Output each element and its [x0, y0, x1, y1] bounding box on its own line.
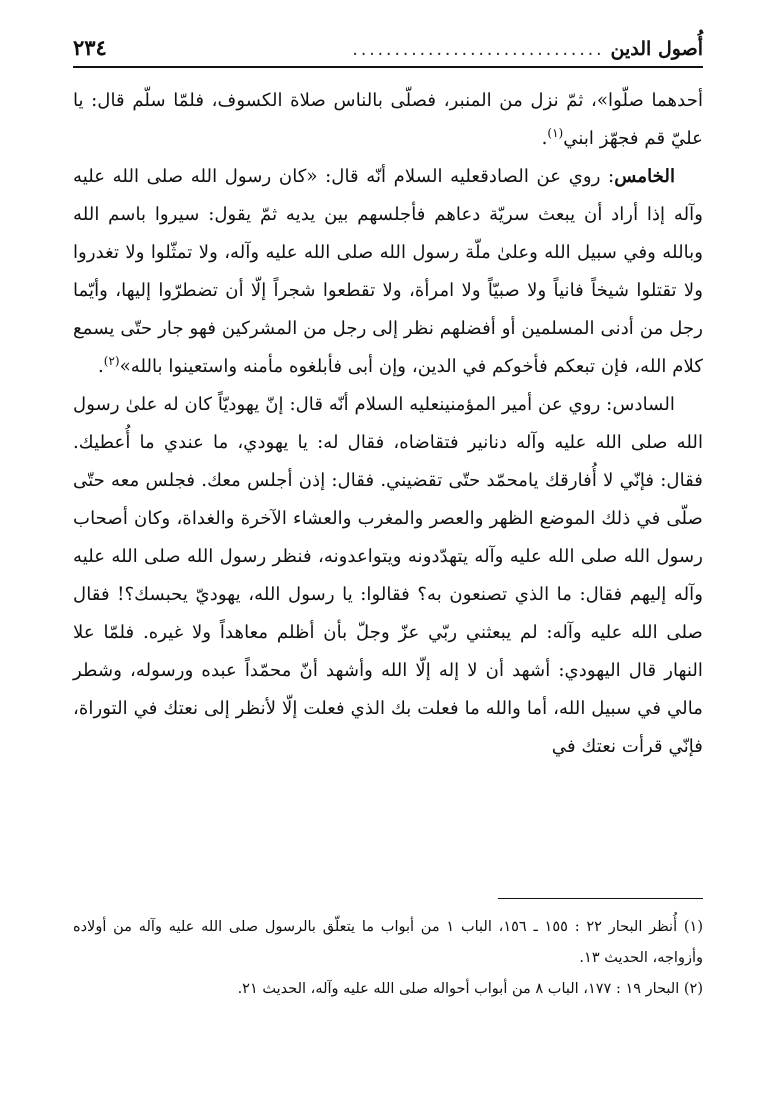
paragraph-3-lead: السادس — [612, 394, 675, 415]
paragraph-2-text: : روي عن الصادقعليه السلام أنّه قال: «كان رسول الله صلى الله عليه وآله إذا أراد أن يبعث سريّة دعاهم فأجلسهم بين يديه ثمّ يقول: سيروا باسم الله وبالله وفي سبيل الله وعلىٰ ملّة رسول الله صلى الله عليه وآله، ولا تمثّلوا ولا تغدروا ولا تقتلوا شيخاً فانياً ولا صبيّاً ولا امرأة، ولا تقطعوا شجراً إلّا أن تضطرّوا إليها، وأيّما رجل من أدنى المسلمين أو أفضلهم نظر إلى رجل من المشركين فهو جار حتّى يسمع كلام الله، فإن تبعكم فأخوكم في الدين، وإن أبى فأبلغوه مأمنه واستعينوا بالله» — [73, 166, 703, 377]
paragraph-3-text: : روي عن أمير المؤمنينعليه السلام أنّه قال: إنّ يهوديّاً كان له علىٰ رسول الله صلى الله عليه وآله دنانير فتقاضاه، فقال له: يا يهودي، ما عندي ما أُعطيك. فقال: فإنّي لا أُفارقك يامحمّد حتّى تقضيني. فقال: إذن أجلس معك. فجلس معه حتّى صلّى في ذلك الموضع الظهر والعصر والمغرب والعشاء الآخرة والغداة، وكان أصحاب رسول الله صلى الله عليه وآله يتهدّدونه ويتواعدونه، فنظر رسول الله صلى الله عليه وآله إليهم فقال: ما الذي تصنعون به؟ فقالوا: يا رسول الله، يهوديّ يحبسك؟! فقال صلى الله عليه وآله: لم يبعثني ربّي عزّ وجلّ بأن أظلم معاهداً ولا غيره. فلمّا علا النهار قال اليهودي: أشهد أن لا إله إلّا الله وأشهد أنّ محمّداً عبده ورسوله، وشطر مالي في سبيل الله، أما والله ما فعلت بك الذي فعلت إلّا لأنظر إلى نعتك في التوراة، فإنّي قرأت نعتك في — [73, 394, 703, 757]
paragraph-1 — [73, 82, 703, 158]
running-header — [73, 28, 703, 68]
page-number: ٢٣٤ — [73, 35, 107, 60]
header-title: أُصول الدين — [610, 38, 703, 60]
header-dot-leader: .............................. — [352, 40, 605, 60]
footnote-2: (٢) البحار ١٩ : ١٧٧، الباب ٨ من أبواب أحواله صلى الله عليه وآله، الحديث ٢١. — [237, 981, 703, 997]
book-page — [73, 28, 703, 1068]
footnotes — [73, 912, 703, 1005]
paragraph-2-end: . — [97, 356, 104, 377]
paragraph-2 — [73, 158, 703, 386]
footnote-separator — [498, 898, 703, 899]
footnote-ref-2: (٢) — [103, 353, 120, 368]
paragraph-1-text: أحدهما صلّوا»، ثمّ نزل من المنبر، فصلّى بالناس صلاة الكسوف، فلمّا سلّم قال: يا عليّ قم فجهّز ابني — [73, 90, 703, 149]
paragraph-2-lead: الخامس — [614, 166, 675, 187]
main-text — [73, 82, 703, 766]
header-title-group — [352, 38, 703, 60]
paragraph-3 — [73, 386, 703, 766]
footnote-ref-1: (١) — [547, 125, 564, 140]
paragraph-1-end: . — [541, 128, 548, 149]
footnote-1: (١) أُنظر البحار ٢٢ : ١٥٥ ـ ١٥٦، الباب ١ من أبواب ما يتعلّق بالرسول صلى الله عليه وآله من أولاده وأزواجه، الحديث ١٣. — [73, 919, 704, 966]
